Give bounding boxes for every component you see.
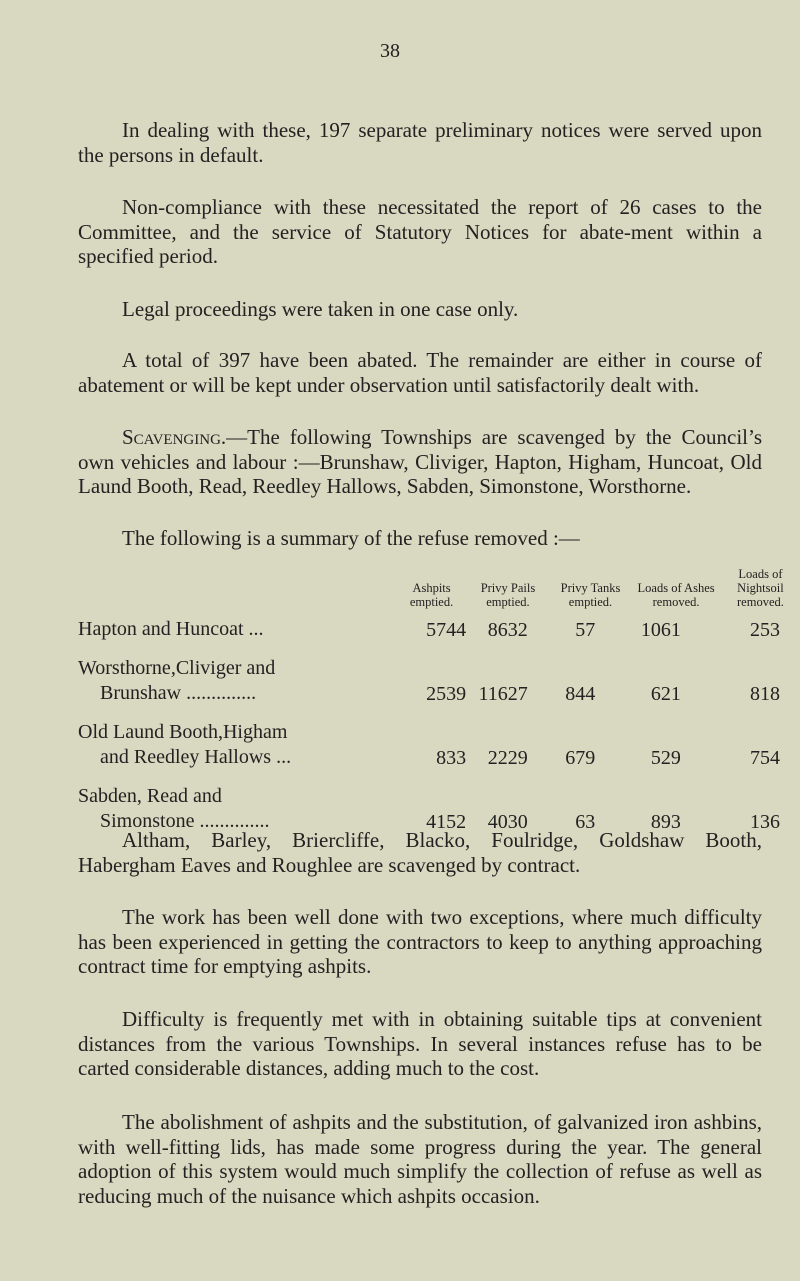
table-cell: 2539 xyxy=(426,683,467,705)
page-number: 38 xyxy=(380,40,400,62)
table-cell: 4152 xyxy=(426,811,467,833)
table-cell: 5744 xyxy=(426,619,467,641)
row-label-line: and Reedley Hallows ... xyxy=(100,746,292,768)
paragraph-legal: Legal proceedings were taken in one case only. xyxy=(122,297,519,321)
row-label-line: Sabden, Read and xyxy=(78,785,222,807)
table-cell: 893 xyxy=(650,811,681,833)
paragraph-summary-intro: The following is a summary of the refuse removed :— xyxy=(122,526,580,550)
table-cell: 136 xyxy=(750,811,780,833)
table-cell: 621 xyxy=(650,683,681,705)
row-label-line: Simonstone .............. xyxy=(100,810,270,832)
table-cell: 63 xyxy=(575,811,596,833)
col-header: Privy Tanks emptied. xyxy=(560,581,621,609)
col-header: Loads of Nightsoil removed. xyxy=(737,567,784,609)
row-label-line: Old Laund Booth,Higham xyxy=(78,721,288,743)
table-cell: 818 xyxy=(750,683,780,705)
row-label-line: Brunshaw .............. xyxy=(100,682,257,704)
paragraph-ashbins: The abolishment of ashpits and the substitution, of galvanized iron ashbins, with well-fitting lids, has made some progress during the year. The general adoption of this system would much simplify the collection of refuse as well as reducing much of the nuisance which ashpits occasion. xyxy=(78,1110,762,1208)
table-cell: 754 xyxy=(750,747,780,769)
row-label xyxy=(78,617,397,656)
row-label-line: Worsthorne,Cliviger and xyxy=(78,657,276,679)
col-header: Ashpits emptied. xyxy=(409,581,454,609)
row-label xyxy=(78,656,397,720)
paragraph-notices: In dealing with these, 197 separate preliminary notices were served upon the persons in default. xyxy=(78,118,762,167)
table-cell: 1061 xyxy=(640,619,681,641)
table-cell: 833 xyxy=(436,747,467,769)
paragraph-difficulty: Difficulty is frequently met with in obtaining suitable tips at convenient distances from the various Townships. In several instances refuse has to be carted considerable distances, adding much to the cost. xyxy=(78,1007,762,1080)
paragraph-abated: A total of 397 have been abated. The remainder are either in course of abatement or will be kept under observation until satisfactorily dealt with. xyxy=(78,348,762,397)
section-heading: Scavenging. xyxy=(122,425,227,449)
table-cell: 11627 xyxy=(478,683,528,705)
paragraph-text: —The following Townships are scavenged by the Council’s own vehicles and labour :—Brunshaw, Cliviger, Hapton, Higham, Huncoat, Old Laund Booth, Read, Reedley Hallows, Sabden, Simonstone, Worsthorne. xyxy=(78,425,762,498)
paragraph-contract: Altham, Barley, Briercliffe, Blacko, Foulridge, Goldshaw Booth, Habergham Eaves and Roughlee are scavenged by contract. xyxy=(78,828,762,877)
refuse-summary-table xyxy=(78,566,800,848)
table-header xyxy=(78,566,800,617)
paragraph-scavenging xyxy=(78,425,762,499)
table-cell: 2229 xyxy=(487,747,528,769)
table-cell: 57 xyxy=(575,619,596,641)
row-label xyxy=(78,720,397,784)
table-row xyxy=(78,720,800,784)
table-cell: 4030 xyxy=(487,811,528,833)
table-cell: 529 xyxy=(650,747,681,769)
table-cell: 844 xyxy=(565,683,596,705)
table-cell: 8632 xyxy=(487,619,528,641)
row-label-line: Hapton and Huncoat ... xyxy=(78,618,264,640)
table-cell: 253 xyxy=(750,619,780,641)
table-cell: 679 xyxy=(565,747,596,769)
col-header: Loads of Ashes removed. xyxy=(637,581,715,609)
paragraph-work: The work has been well done with two exceptions, where much difficulty has been experienced in getting the contractors to keep to anything approaching contract time for emptying ashpits. xyxy=(78,905,762,978)
col-header: Privy Pails emptied. xyxy=(480,581,536,609)
paragraph-non-compliance: Non-compliance with these necessitated the report of 26 cases to the Committee, and the service of Statutory Notices for abate-ment within a specified period. xyxy=(78,195,762,268)
table-row xyxy=(78,656,800,720)
table-row xyxy=(78,617,800,656)
